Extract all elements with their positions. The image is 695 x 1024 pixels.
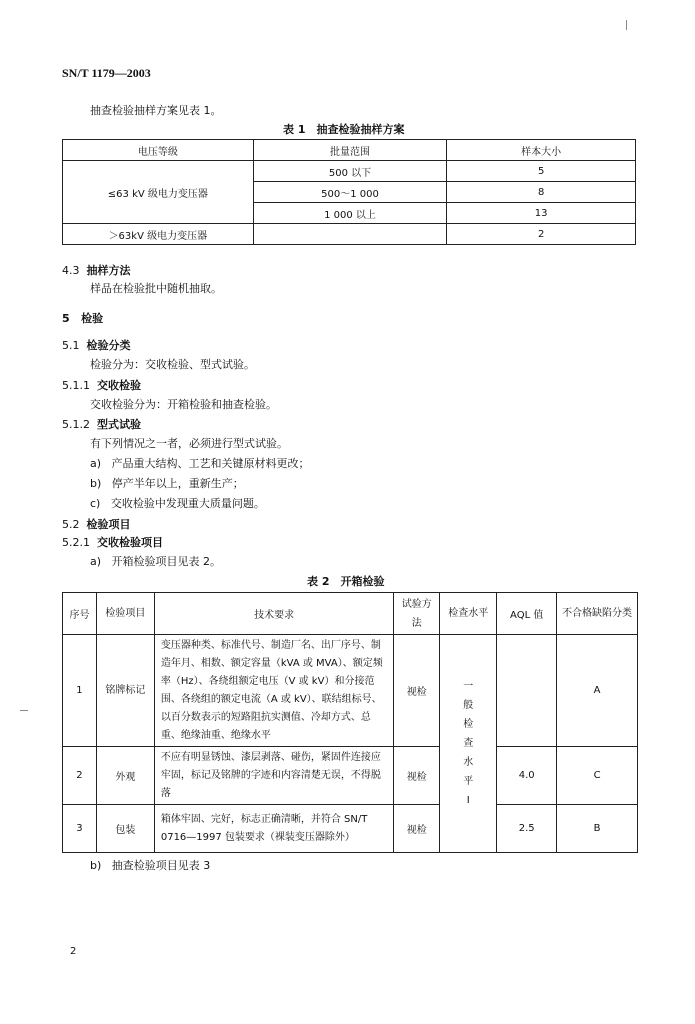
section-number: 5.2 (62, 518, 80, 531)
row-no: 3 (63, 805, 97, 853)
row-class: C (557, 747, 638, 805)
row-aql: 4.0 (497, 747, 557, 805)
page-number: 2 (70, 946, 77, 957)
list-marker: c) (90, 497, 101, 510)
row-item: 外观 (96, 747, 154, 805)
section-number: 5.1 (62, 339, 80, 352)
table1-caption: 表 1 抽查检验抽样方案 (283, 123, 405, 136)
header-method: 试验方法 (394, 593, 440, 635)
section-body: 样品在检验批中随机抽取。 (90, 282, 222, 295)
header-no: 序号 (63, 593, 97, 635)
section-title: 交收检验项目 (97, 536, 163, 549)
list-marker: a) (90, 555, 102, 568)
range-cell: 1 000 以上 (253, 203, 447, 224)
row-method: 视检 (394, 635, 440, 747)
section-body: 交收检验分为：开箱检验和抽查检验。 (90, 398, 277, 411)
list-text: 产品重大结构、工艺和关键原材料更改； (111, 457, 310, 470)
table-row (63, 161, 636, 182)
intro-text: 抽查检验抽样方案见表 1。 (90, 104, 222, 117)
group-voltage-cell: ≤63 kV 级电力变压器 (63, 161, 254, 224)
scan-mark (20, 710, 28, 711)
section-body: 有下列情况之一者，必须进行型式试验。 (90, 437, 288, 450)
size-cell: 8 (447, 182, 636, 203)
list-marker: b) (90, 477, 102, 490)
table-row (63, 805, 638, 853)
table-row (63, 747, 638, 805)
unpacking-inspection-table (62, 592, 638, 853)
list-item (90, 495, 265, 511)
row-class: A (557, 635, 638, 747)
header-class: 不合格缺陷分类 (557, 593, 638, 635)
list-item (90, 475, 244, 491)
row-class: B (557, 805, 638, 853)
row-item: 铭牌标记 (96, 635, 154, 747)
list-text: 抽查检验项目见表 3 (111, 859, 211, 872)
row-method: 视检 (394, 747, 440, 805)
voltage-cell: ＞63kV 级电力变压器 (63, 224, 254, 245)
range-cell (253, 224, 447, 245)
list-text: 交收检验中发现重大质量问题。 (110, 497, 265, 510)
section-number: 4.3 (62, 264, 80, 277)
section-title: 检验项目 (86, 518, 131, 531)
section-body: 检验分为：交收检验、型式试验。 (90, 358, 255, 371)
row-method: 视检 (394, 805, 440, 853)
row-requirements: 变压器种类、标准代号、制造厂名、出厂序号、制造年月、相数、额定容量（kVA 或 MVA）、额定频率（Hz）、各绕组额定电压（V 或 kV）和分接范围、各绕组的额定电流（A 或 kV）、联结组标号、以百分数表示的短路阻抗实测值、冷却方式、总重、绝缘油重、绝缘水平 (154, 635, 393, 747)
section-title: 检验分类 (86, 339, 131, 352)
header-voltage: 电压等级 (63, 140, 254, 161)
header-aql: AQL 值 (497, 593, 557, 635)
section-number: 5 (62, 312, 70, 325)
row-no: 2 (63, 747, 97, 805)
section-title: 抽样方法 (86, 264, 131, 277)
sampling-table (62, 139, 636, 245)
row-no: 1 (63, 635, 97, 747)
header-item: 检验项目 (96, 593, 154, 635)
row-item: 包装 (96, 805, 154, 853)
header-range: 批量范围 (253, 140, 447, 161)
table-header-row (63, 140, 636, 161)
scan-mark (626, 20, 627, 30)
list-marker: a) (90, 457, 102, 470)
table2-caption: 表 2 开箱检验 (307, 575, 385, 588)
size-cell: 5 (447, 161, 636, 182)
list-item (90, 553, 221, 569)
standard-header: SN/T 1179—2003 (62, 66, 151, 80)
range-cell: 500 以下 (253, 161, 447, 182)
table-row (63, 635, 638, 747)
row-requirements: 不应有明显锈蚀、漆层剥落、碰伤，紧固件连接应牢固，标记及铭牌的字迹和内容清楚无误，不得脱落 (154, 747, 393, 805)
table-row (63, 224, 636, 245)
row-requirements: 箱体牢固、完好，标志正确清晰，并符合 SN/T 0716—1997 包装要求（裸装变压器除外） (154, 805, 393, 853)
section-number: 5.1.1 (62, 379, 90, 392)
section-title: 型式试验 (97, 418, 141, 431)
size-cell: 13 (447, 203, 636, 224)
list-item (90, 857, 210, 873)
row-aql (497, 635, 557, 747)
list-item (90, 455, 310, 471)
size-cell: 2 (447, 224, 636, 245)
header-requirements: 技术要求 (154, 593, 393, 635)
row-aql: 2.5 (497, 805, 557, 853)
list-marker: b) (90, 859, 102, 872)
table-header-row (63, 593, 638, 635)
section-number: 5.2.1 (62, 536, 90, 549)
inspection-level-cell: 一般检查水平Ⅰ (440, 635, 497, 853)
list-text: 停产半年以上，重新生产； (111, 477, 244, 490)
list-text: 开箱检验项目见表 2。 (111, 555, 222, 568)
section-number: 5.1.2 (62, 418, 90, 431)
range-cell: 500～1 000 (253, 182, 447, 203)
header-level: 检查水平 (440, 593, 497, 635)
section-title: 交收检验 (97, 379, 141, 392)
header-size: 样本大小 (447, 140, 636, 161)
section-title: 检验 (81, 312, 104, 325)
